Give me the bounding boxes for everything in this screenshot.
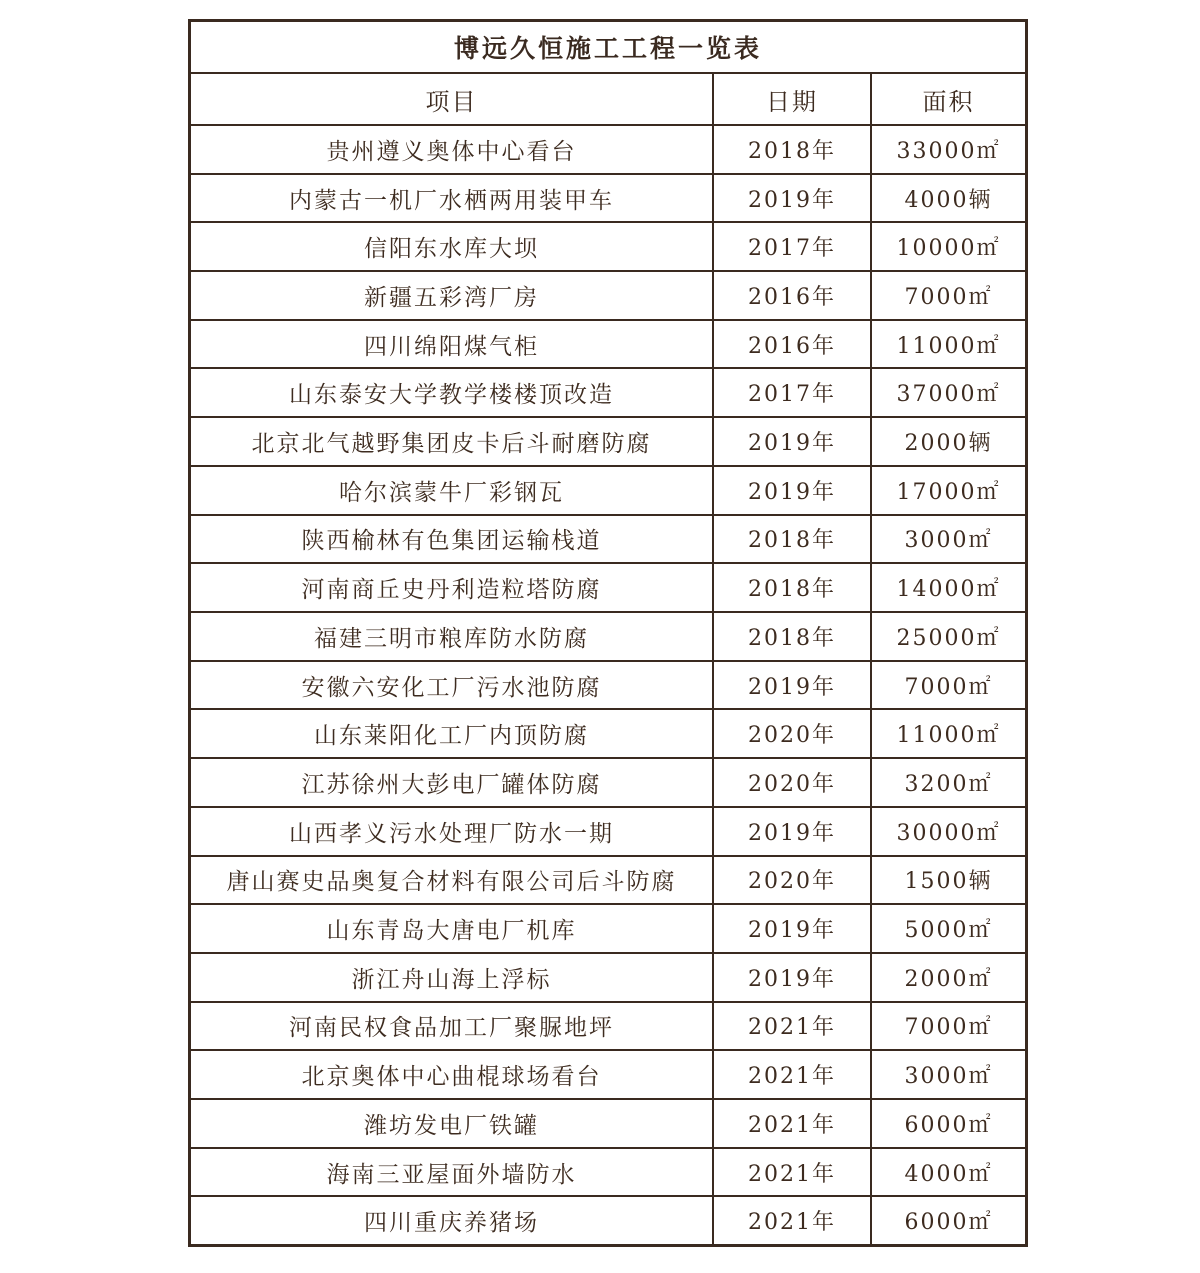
project-name-cell: 陕西榆林有色集团运输栈道: [191, 515, 713, 564]
project-area-cell: 3200㎡: [871, 758, 1025, 807]
project-area-cell: 5000㎡: [871, 904, 1025, 953]
project-name-cell: 四川重庆养猪场: [191, 1196, 713, 1244]
table-row: [191, 1099, 1025, 1148]
table-row: [191, 174, 1025, 223]
project-name-cell: 河南民权食品加工厂聚脲地坪: [191, 1002, 713, 1051]
table-row: [191, 466, 1025, 515]
project-date-cell: 2018年: [713, 612, 871, 661]
project-name-cell: 信阳东水库大坝: [191, 222, 713, 271]
project-date-cell: 2019年: [713, 174, 871, 223]
title-row: [191, 22, 1025, 73]
project-date-cell: 2020年: [713, 758, 871, 807]
table-row: [191, 563, 1025, 612]
table-row: [191, 856, 1025, 905]
project-date-cell: 2018年: [713, 563, 871, 612]
project-name-cell: 四川绵阳煤气柜: [191, 320, 713, 369]
table-row: [191, 904, 1025, 953]
project-date-cell: 2021年: [713, 1099, 871, 1148]
project-date-cell: 2021年: [713, 1002, 871, 1051]
project-date-cell: 2019年: [713, 953, 871, 1002]
table-row: [191, 1002, 1025, 1051]
project-date-cell: 2021年: [713, 1196, 871, 1244]
table-row: [191, 758, 1025, 807]
project-table: [191, 22, 1025, 1244]
project-area-cell: 6000㎡: [871, 1196, 1025, 1244]
project-date-cell: 2019年: [713, 904, 871, 953]
header-project: 项目: [191, 73, 713, 124]
project-name-cell: 海南三亚屋面外墙防水: [191, 1148, 713, 1197]
table-row: [191, 320, 1025, 369]
project-area-cell: 33000㎡: [871, 125, 1025, 174]
project-date-cell: 2017年: [713, 368, 871, 417]
project-name-cell: 浙江舟山海上浮标: [191, 953, 713, 1002]
project-area-cell: 37000㎡: [871, 368, 1025, 417]
project-area-cell: 3000㎡: [871, 515, 1025, 564]
header-row: [191, 73, 1025, 124]
project-name-cell: 潍坊发电厂铁罐: [191, 1099, 713, 1148]
table-title: 博远久恒施工工程一览表: [191, 22, 1025, 73]
project-area-cell: 14000㎡: [871, 563, 1025, 612]
project-name-cell: 山东青岛大唐电厂机库: [191, 904, 713, 953]
project-area-cell: 6000㎡: [871, 1099, 1025, 1148]
table-row: [191, 125, 1025, 174]
project-name-cell: 福建三明市粮库防水防腐: [191, 612, 713, 661]
table-row: [191, 271, 1025, 320]
project-date-cell: 2019年: [713, 417, 871, 466]
project-date-cell: 2016年: [713, 271, 871, 320]
table-row: [191, 807, 1025, 856]
table-row: [191, 1050, 1025, 1099]
table-row: [191, 1196, 1025, 1244]
project-name-cell: 河南商丘史丹利造粒塔防腐: [191, 563, 713, 612]
project-date-cell: 2018年: [713, 515, 871, 564]
project-name-cell: 哈尔滨蒙牛厂彩钢瓦: [191, 466, 713, 515]
project-area-cell: 10000㎡: [871, 222, 1025, 271]
table-row: [191, 417, 1025, 466]
project-name-cell: 山东莱阳化工厂内顶防腐: [191, 709, 713, 758]
table-row: [191, 953, 1025, 1002]
table-row: [191, 661, 1025, 710]
project-area-cell: 4000辆: [871, 174, 1025, 223]
header-area: 面积: [871, 73, 1025, 124]
header-date: 日期: [713, 73, 871, 124]
project-name-cell: 新疆五彩湾厂房: [191, 271, 713, 320]
project-area-cell: 3000㎡: [871, 1050, 1025, 1099]
project-area-cell: 2000㎡: [871, 953, 1025, 1002]
project-date-cell: 2016年: [713, 320, 871, 369]
project-area-cell: 1500辆: [871, 856, 1025, 905]
project-name-cell: 山西孝义污水处理厂防水一期: [191, 807, 713, 856]
project-name-cell: 山东泰安大学教学楼楼顶改造: [191, 368, 713, 417]
project-name-cell: 北京奥体中心曲棍球场看台: [191, 1050, 713, 1099]
table-row: [191, 368, 1025, 417]
project-area-cell: 17000㎡: [871, 466, 1025, 515]
table-row: [191, 1148, 1025, 1197]
project-area-cell: 30000㎡: [871, 807, 1025, 856]
project-name-cell: 唐山赛史品奥复合材料有限公司后斗防腐: [191, 856, 713, 905]
project-table-container: [188, 19, 1028, 1247]
project-name-cell: 贵州遵义奥体中心看台: [191, 125, 713, 174]
project-date-cell: 2020年: [713, 856, 871, 905]
project-area-cell: 2000辆: [871, 417, 1025, 466]
table-row: [191, 515, 1025, 564]
project-date-cell: 2018年: [713, 125, 871, 174]
project-date-cell: 2017年: [713, 222, 871, 271]
project-name-cell: 内蒙古一机厂水栖两用装甲车: [191, 174, 713, 223]
project-area-cell: 7000㎡: [871, 1002, 1025, 1051]
project-date-cell: 2020年: [713, 709, 871, 758]
project-area-cell: 7000㎡: [871, 661, 1025, 710]
project-date-cell: 2019年: [713, 466, 871, 515]
project-date-cell: 2021年: [713, 1050, 871, 1099]
project-name-cell: 江苏徐州大彭电厂罐体防腐: [191, 758, 713, 807]
project-area-cell: 11000㎡: [871, 709, 1025, 758]
project-area-cell: 4000㎡: [871, 1148, 1025, 1197]
project-area-cell: 25000㎡: [871, 612, 1025, 661]
project-date-cell: 2019年: [713, 661, 871, 710]
project-name-cell: 安徽六安化工厂污水池防腐: [191, 661, 713, 710]
table-row: [191, 222, 1025, 271]
project-name-cell: 北京北气越野集团皮卡后斗耐磨防腐: [191, 417, 713, 466]
table-row: [191, 709, 1025, 758]
project-date-cell: 2019年: [713, 807, 871, 856]
table-row: [191, 612, 1025, 661]
project-area-cell: 7000㎡: [871, 271, 1025, 320]
project-date-cell: 2021年: [713, 1148, 871, 1197]
project-area-cell: 11000㎡: [871, 320, 1025, 369]
